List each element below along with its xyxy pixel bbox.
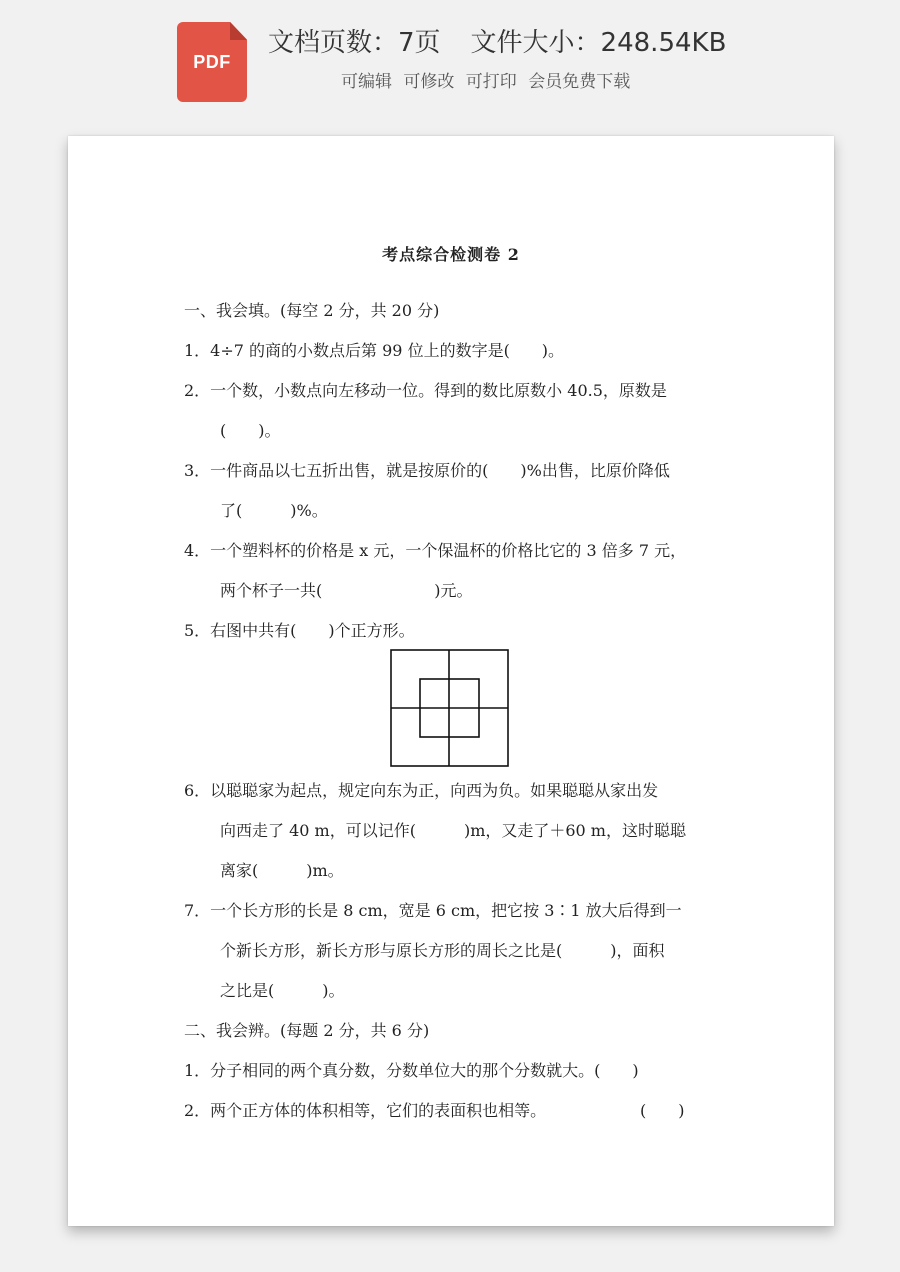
question-1-7-line3: 之比是( )。: [220, 981, 345, 1000]
question-1-1: 1．4÷7 的商的小数点后第 99 位上的数字是( )。: [184, 341, 565, 360]
question-1-2-line2: ( )。: [220, 421, 281, 440]
section1-heading: 一、我会填。(每空 2 分，共 20 分): [184, 301, 440, 320]
question-1-2-line1: 2．一个数，小数点向左移动一位。得到的数比原数小 40.5，原数是: [184, 381, 667, 400]
question-1-3-line2: 了( )%。: [220, 501, 328, 520]
question-1-4-line1: 4．一个塑料杯的价格是 x 元，一个保温杯的价格比它的 3 倍多 7 元，: [184, 541, 687, 560]
question-1-7-line2: 个新长方形，新长方形与原长方形的周长之比是( )，面积: [220, 941, 665, 960]
file-size: 文件大小：248.54KB: [470, 28, 727, 58]
page-count: 文档页数：7页: [268, 28, 441, 58]
document-page: [68, 136, 834, 1226]
question-1-6-line3: 离家( )m。: [220, 861, 344, 880]
question-1-7-line1: 7．一个长方形的长是 8 cm，宽是 6 cm，把它按 3∶1 放大后得到一: [184, 901, 682, 920]
question-2-1: 1．分子相同的两个真分数，分数单位大的那个分数就大。( ): [184, 1061, 639, 1080]
question-1-4-line2: 两个杯子一共( )元。: [220, 581, 473, 600]
question-1-3-line1: 3．一件商品以七五折出售，就是按原价的( )%出售，比原价降低: [184, 461, 670, 480]
question-2-2-answer-paren: ( ): [640, 1101, 685, 1120]
question-2-2: 2．两个正方体的体积相等，它们的表面积也相等。: [184, 1101, 547, 1120]
document-title: 考点综合检测卷 2: [382, 245, 520, 264]
file-stats: [268, 22, 726, 59]
file-info-header: [0, 0, 900, 120]
file-features: 可编辑 可修改 可打印 会员免费下载: [341, 72, 631, 92]
squares-figure: [390, 649, 510, 769]
section2-heading: 二、我会辨。(每题 2 分，共 6 分): [184, 1021, 430, 1040]
question-1-6-line1: 6．以聪聪家为起点，规定向东为正，向西为负。如果聪聪从家出发: [184, 781, 659, 800]
pdf-badge-label: PDF: [193, 52, 231, 72]
question-1-6-line2: 向西走了 40 m，可以记作( )m，又走了＋60 m，这时聪聪: [220, 821, 686, 840]
question-1-5: 5．右图中共有( )个正方形。: [184, 621, 415, 640]
